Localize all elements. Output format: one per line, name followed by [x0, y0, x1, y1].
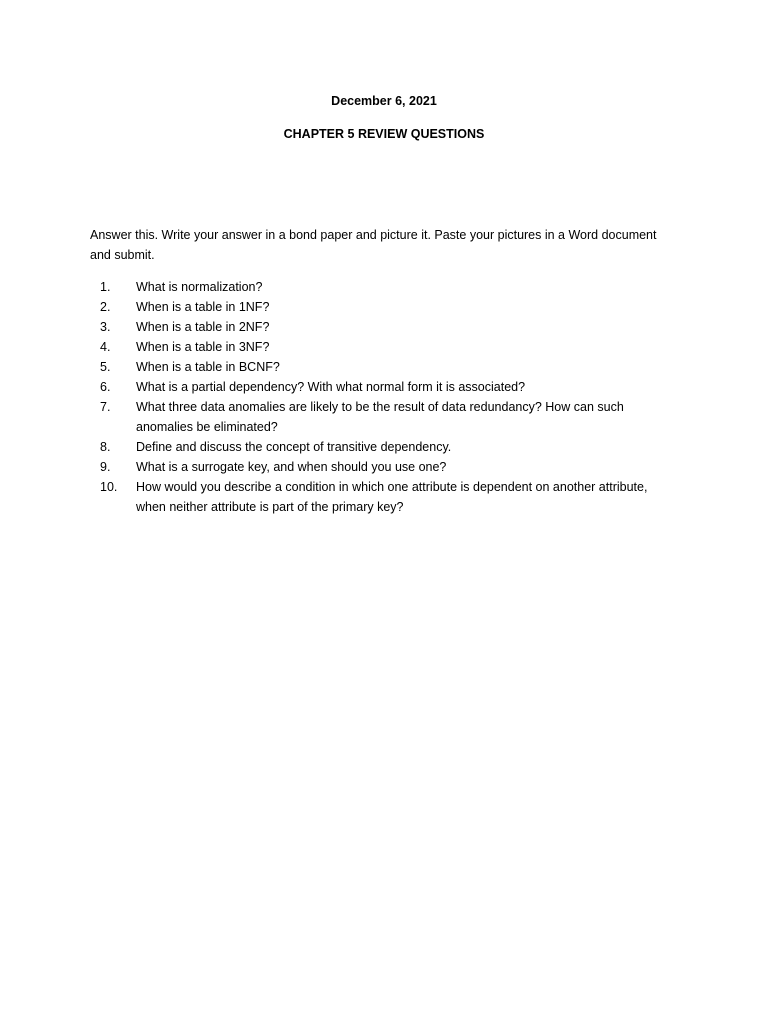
question-item	[90, 337, 680, 357]
question-item	[90, 457, 680, 477]
question-number: 3.	[100, 320, 111, 334]
question-number: 4.	[100, 340, 111, 354]
question-item	[90, 477, 680, 517]
question-item	[90, 297, 680, 317]
question-number: 9.	[100, 460, 111, 474]
question-number: 2.	[100, 300, 111, 314]
question-number: 8.	[100, 440, 111, 454]
question-item	[90, 397, 680, 437]
instructions-paragraph: Answer this. Write your answer in a bond paper and picture it. Paste your pictures in a Word document and submit.	[90, 228, 657, 262]
question-text: When is a table in 3NF?	[136, 340, 270, 354]
question-text: What is a partial dependency? With what normal form it is associated?	[136, 380, 526, 394]
question-text: When is a table in BCNF?	[136, 360, 280, 374]
question-item	[90, 317, 680, 337]
question-text: What is normalization?	[136, 280, 263, 294]
question-text: Define and discuss the concept of transitive dependency.	[136, 440, 452, 454]
document-title: CHAPTER 5 REVIEW QUESTIONS	[283, 127, 485, 141]
question-number: 5.	[100, 360, 111, 374]
question-text: What is a surrogate key, and when should you use one?	[136, 460, 447, 474]
question-item	[90, 377, 680, 397]
question-number: 1.	[100, 280, 111, 294]
question-text: When is a table in 1NF?	[136, 300, 270, 314]
question-text: How would you describe a condition in which one attribute is dependent on another attribute, when neither attribute is part of the primary key?	[136, 480, 648, 514]
question-number: 6.	[100, 380, 111, 394]
question-text: What three data anomalies are likely to be the result of data redundancy? How can such anomalies be eliminated?	[136, 400, 624, 434]
question-item	[90, 357, 680, 377]
review-questions-list	[90, 277, 680, 517]
question-item	[90, 277, 680, 297]
question-number: 10.	[100, 480, 118, 494]
question-text: When is a table in 2NF?	[136, 320, 270, 334]
question-number: 7.	[100, 400, 111, 414]
question-item	[90, 437, 680, 457]
document-date: December 6, 2021	[331, 94, 437, 108]
